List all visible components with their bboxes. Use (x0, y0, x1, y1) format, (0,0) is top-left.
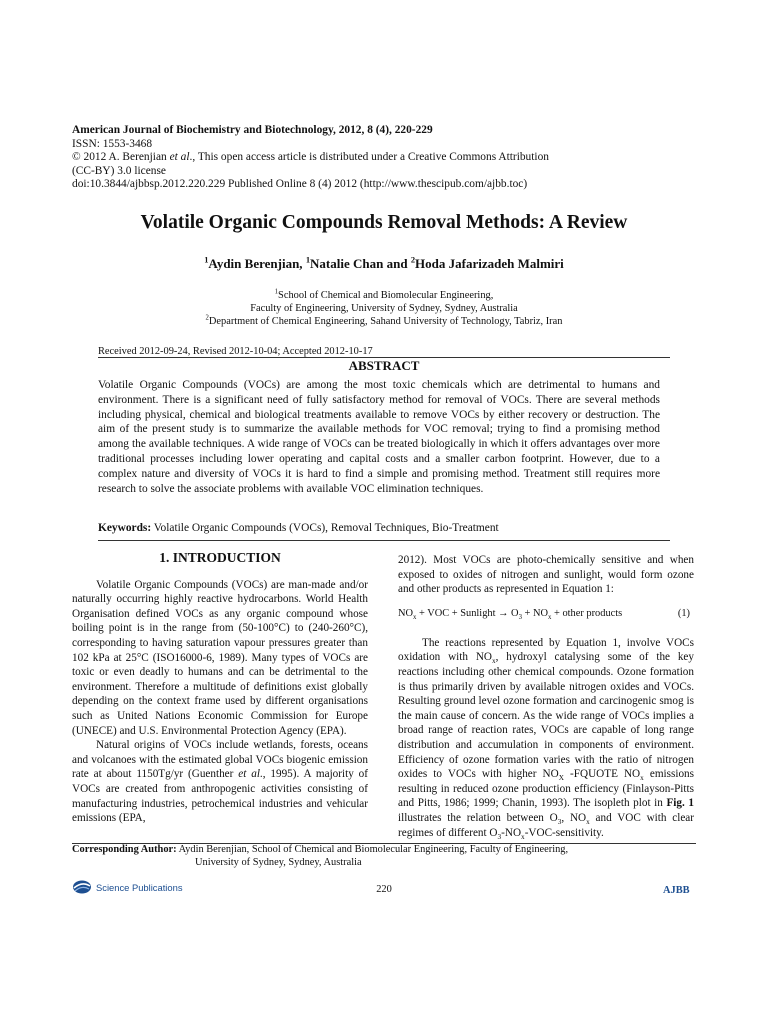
abstract-text: Volatile Organic Compounds (VOCs) are among the most toxic chemicals which are detrimental to humans and environment. There is a significant need of fully satisfactory method for removal of VOCs. There are several methods including physical, chemical and biological treatments available to remove VOCs by either recovery or destruction. The aim of the present study is to summarize the available methods for VOC removal; trying to find a promising method among the available techniques. A wide range of VOCs can be treated biologically in which it offers advantages over more traditional processes including lower operating and capital costs and a smaller carbon footprint. However, due to a complex nature and diversity of VOCs it is hard to find a simple and promising method. Treatment still requires more research to solve the associate problems with available VOC elimination techniques. (98, 379, 660, 495)
corresponding-author (72, 844, 568, 870)
page-number: 220 (376, 884, 392, 895)
eq-term: + VOC + Sunlight → O (416, 607, 519, 619)
p-text: -FQUOTE NO (563, 768, 641, 781)
author-2-affil: 1 (305, 254, 311, 265)
author-2: Natalie Chan and (310, 256, 411, 271)
author-list (0, 256, 768, 272)
figure-ref: Fig. 1 (666, 797, 694, 810)
p-text: emissions resulting in reduced ozone production efficiency (Finlayson-Pitts and Pitts, 1986; 1999; Chanin, 1993). The isopleth plot in (398, 768, 694, 810)
affiliation-1 (0, 289, 768, 302)
divider (98, 540, 670, 541)
equation-number: (1) (677, 607, 690, 619)
abstract-heading: ABSTRACT (348, 358, 420, 373)
p2-text-b: ., 1995). A majority of VOCs are created from anthropogenic activities consisting of manufacturing industries, petrochemical industries and vehicular emissions (EPA, (72, 768, 368, 825)
eq-sub: x (413, 613, 417, 621)
p-text: , NO (561, 811, 587, 824)
p-sub: x (521, 832, 525, 841)
copyright-text: © 2012 A. Berenjian (72, 151, 170, 164)
author-1-affil: 1 (204, 254, 209, 265)
author-3: Hoda Jafarizadeh Malmiri (415, 256, 564, 271)
affil-2-mark: 2 (205, 314, 209, 322)
p2-et-al: et al (238, 768, 260, 781)
p-sub: x (492, 657, 496, 666)
p-sub: 3 (557, 818, 562, 827)
doi-line: doi:10.3844/ajbbsp.2012.220.229 Published Online 8 (4) 2012 (http://www.thescipub.com/ajbb.toc) (72, 178, 528, 191)
affiliations (0, 289, 768, 328)
publisher-name: Science Publications (96, 881, 183, 893)
eq-sub: 3 (518, 613, 522, 621)
p-sub: x (640, 774, 644, 783)
corr-label: Corresponding Author: (72, 844, 177, 855)
left-column (72, 551, 368, 826)
eq-term: + other products (551, 607, 623, 619)
p-text: -VOC-sensitivity. (524, 826, 604, 839)
license-line: (CC-BY) 3.0 license (72, 164, 166, 177)
eq-term: + NO (521, 607, 549, 619)
keywords-label: Keywords: (98, 522, 152, 534)
affil-1-mark: 1 (274, 288, 279, 296)
equation-1 (398, 607, 694, 623)
affil-2-text: Department of Chemical Engineering, Sahand University of Technology, Tabriz, Iran (208, 316, 563, 327)
keywords (98, 522, 499, 534)
author-1: Aydin Berenjian, (208, 256, 306, 271)
corr-text: Aydin Berenjian, School of Chemical and Biomolecular Engineering, Faculty of Engineering, (176, 844, 569, 855)
affil-1-text: School of Chemical and Biomolecular Engineering, (278, 290, 494, 301)
p-text: and VOC with clear regimes of different O (398, 811, 694, 839)
copyright-line (72, 151, 702, 165)
p-text: , hydroxyl catalysing some of the key reactions including other chemical compounds. Ozone formation is thus primarily driven by available nitrogen oxides and VOCs. Resulting ground level ozone formation and carcinogenic smog is the main cause of concern. As the wide range of VOCs implies a broad range of reaction rates, VOCs are capable of long range distribution and accumulation in components of environment. Efficiency of ozone formation varies with the ratio of nitrogen oxides to VOCs with higher NO (398, 651, 694, 781)
p-sub: x (586, 818, 590, 827)
corr-line-2: University of Sydney, Sydney, Australia (195, 856, 362, 868)
keywords-text: Volatile Organic Compounds (VOCs), Removal Techniques, Bio-Treatment (151, 522, 499, 534)
received-dates: Received 2012-09-24, Revised 2012-10-04; Accepted 2012-10-17 (98, 346, 373, 357)
p-text: The reactions represented by Equation 1, involve VOCs oxidation with NO (398, 636, 694, 664)
intro-paragraph-2 (72, 738, 368, 826)
p2-text-a: Natural origins of VOCs include wetlands, forests, oceans and volcanoes with the estimated global VOCs biogenic emission rate at about 1150Tg/yr (Guenther (72, 739, 368, 781)
p-text: -NO (501, 826, 522, 839)
paper-title: Volatile Organic Compounds Removal Methods: A Review (140, 212, 628, 233)
corr-line-1 (72, 844, 568, 857)
journal-header (72, 124, 702, 192)
et-al: et al (169, 151, 190, 164)
right-paragraph-1: 2012). Most VOCs are photo-chemically sensitive and when exposed to oxides of nitrogen and sunlight, would form ozone and other products as represented in Equation 1: (398, 554, 694, 596)
eq-sub: x (548, 613, 552, 621)
p-text: illustrates the relation between O (398, 811, 558, 824)
p-sub: 3 (497, 832, 502, 841)
journal-citation: American Journal of Biochemistry and Biotechnology, 2012, 8 (4), 220-229 (72, 124, 433, 136)
right-column (398, 553, 694, 840)
p-sub: X (558, 774, 564, 783)
license-text: ., This open access article is distributed under a Creative Commons Attribution (189, 151, 549, 164)
journal-abbrev: AJBB (663, 885, 690, 896)
issn: ISSN: 1553-3468 (72, 137, 153, 150)
author-3-affil: 2 (410, 254, 416, 265)
right-paragraph-2 (398, 636, 694, 840)
section-heading: 1. INTRODUCTION (159, 550, 281, 565)
intro-paragraph-1: Volatile Organic Compounds (VOCs) are man-made and/or naturally occurring highly reactive hydrocarbons. World Health Organisation defined VOCs as any organic compound whose boiling point is in the range from (50-100°C) to (240-260°C), corresponding to having saturation vapour pressures greater than 102 kPa at 25°C (ISO16000-6, 1989). Many types of VOCs are toxic or even deadly to humans and can be detrimental to the environment. Therefore a multitude of definitions exist globally depending on the context frame used by different organisations such as United Nations Economic Commission for Europe (UNECE) and U.S. Environmental Protection Agency (EPA). (72, 578, 368, 737)
affiliation-2 (0, 315, 768, 328)
affiliation-1-cont: Faculty of Engineering, University of Sydney, Sydney, Australia (250, 303, 518, 314)
eq-term: NO (398, 607, 414, 619)
